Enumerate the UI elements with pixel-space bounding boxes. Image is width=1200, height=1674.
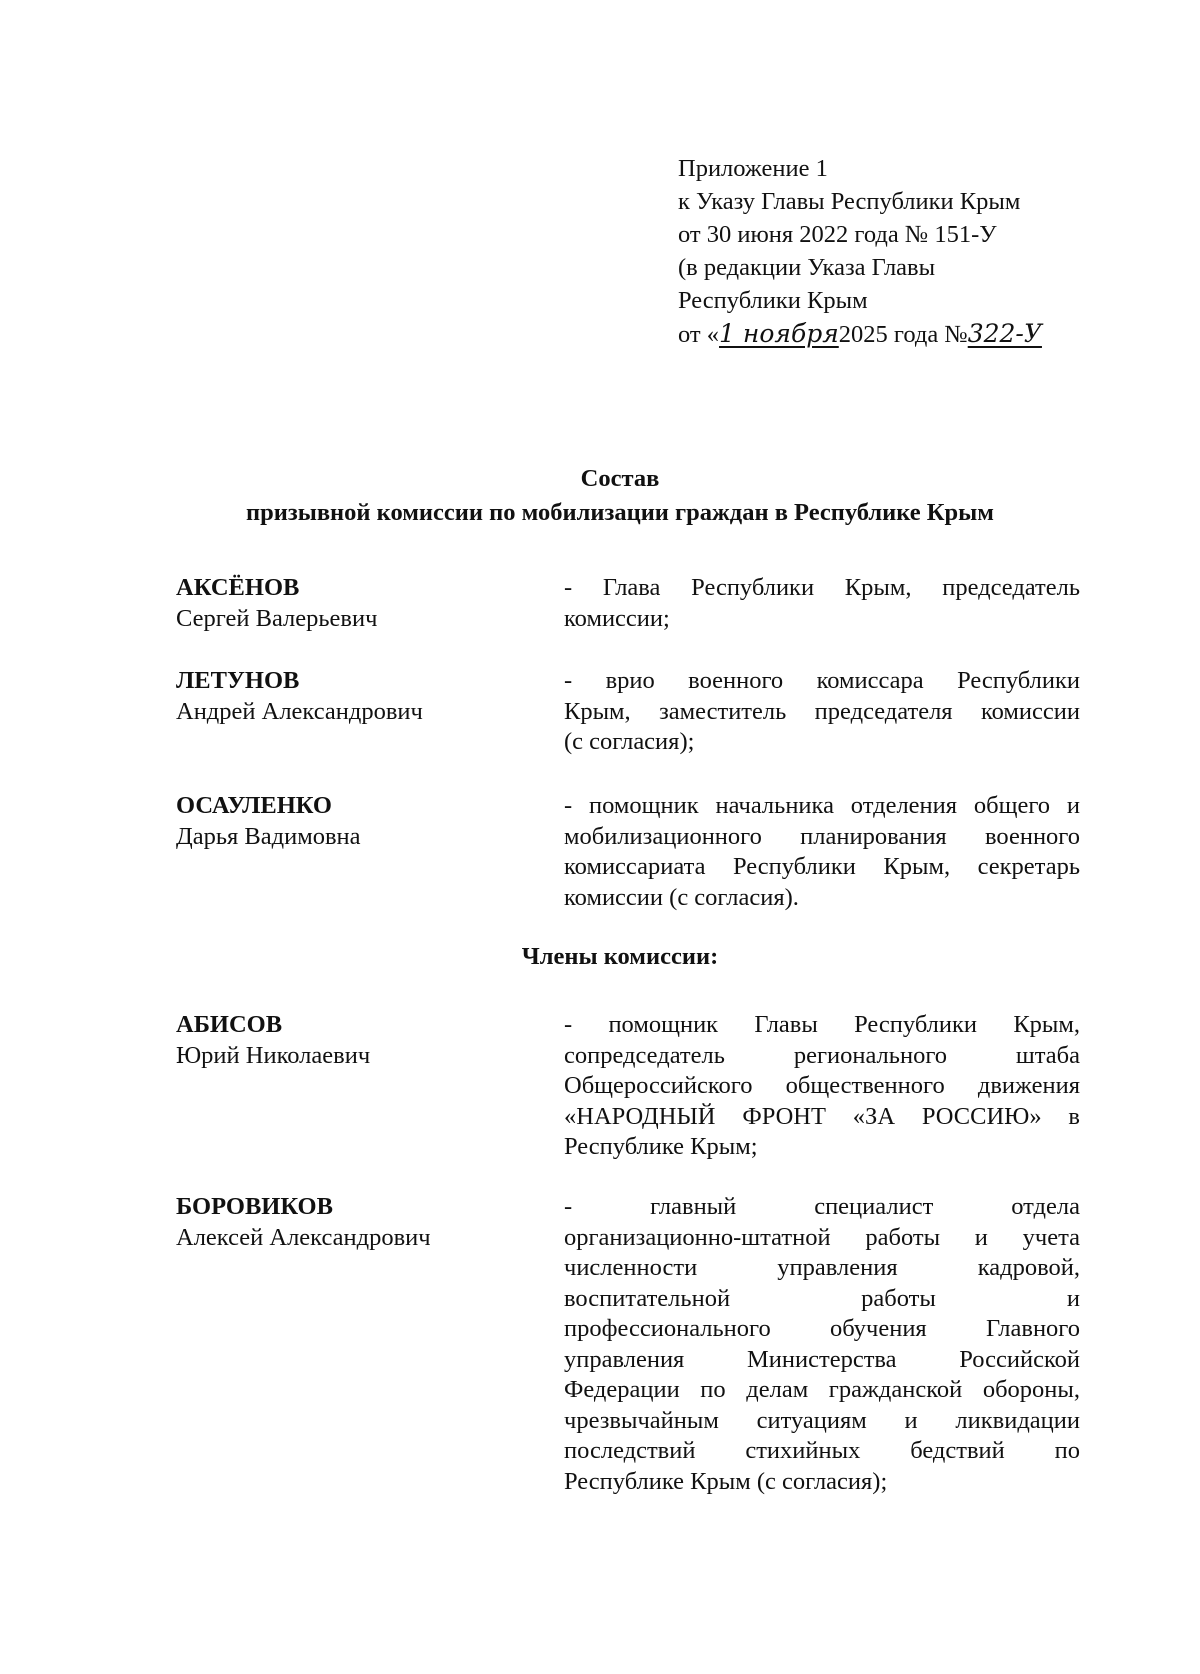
role-line: «НАРОДНЫЙ ФРОНТ «ЗА РОССИЮ» в: [564, 1102, 1080, 1130]
person-name: [176, 1010, 556, 1071]
role-line: - помощник начальника отделения общего и: [564, 792, 1080, 819]
role-line: - помощник Главы Республики Крым,: [564, 1011, 1080, 1038]
handwritten-number: 322-У: [967, 319, 1042, 348]
members-heading: Члены комиссии:: [521, 943, 719, 970]
person-given-name: Юрий Николаевич: [176, 1041, 371, 1069]
role-line: чрезвычайным ситуациям и ликвидации: [564, 1406, 1080, 1434]
role-line: численности управления кадровой,: [564, 1254, 1080, 1281]
role-line: воспитательной работы и: [564, 1284, 1080, 1312]
role-line: последствий стихийных бедствий по: [564, 1437, 1080, 1464]
role-line: - главный специалист отдела: [564, 1193, 1080, 1220]
role-line: - врио военного комиссара Республики: [564, 667, 1080, 694]
title-line: Состав: [580, 465, 660, 492]
role-line: комиссии (с согласия).: [564, 883, 799, 911]
role-line: Республике Крым;: [564, 1133, 758, 1160]
appendix-line: (в редакции Указа Главы: [678, 254, 936, 281]
appendix-line: к Указу Главы Республики Крым: [678, 188, 1021, 215]
document-title: [140, 462, 1100, 530]
person-role: [564, 666, 1080, 758]
appendix-line: от 30 июня 2022 года № 151-У: [678, 221, 997, 248]
person-surname: ОСАУЛЕНКО: [176, 792, 332, 819]
person-role: [564, 1010, 1080, 1163]
person-name: [176, 666, 556, 727]
person-role: [564, 1192, 1080, 1497]
appendix-line: Приложение 1: [678, 155, 828, 182]
role-line: профессионального обучения Главного: [564, 1315, 1080, 1342]
role-line: Общероссийского общественного движения: [564, 1072, 1080, 1099]
title-line: призывной комиссии по мобилизации граждан в Республике Крым: [245, 499, 994, 526]
appendix-edition-prefix: от «: [678, 321, 720, 348]
appendix-edition-year: 2025 года №: [838, 321, 968, 348]
role-line: Федерации по делам гражданской обороны,: [564, 1376, 1080, 1403]
role-line: Крым, заместитель председателя комиссии: [564, 697, 1080, 725]
role-line: мобилизационного планирования военного: [564, 822, 1080, 850]
role-line: Республике Крым (с согласия);: [564, 1467, 888, 1495]
role-line: комиссариата Республики Крым, секретарь: [564, 853, 1080, 880]
person-surname: ЛЕТУНОВ: [176, 667, 300, 694]
person-given-name: Дарья Вадимовна: [176, 822, 361, 850]
person-given-name: Андрей Александрович: [176, 697, 423, 725]
person-surname: АКСЁНОВ: [176, 574, 300, 601]
person-surname: АБИСОВ: [176, 1011, 283, 1038]
person-name: [176, 1192, 556, 1253]
person-name: [176, 573, 556, 634]
role-line: сопредседатель регионального штаба: [564, 1041, 1080, 1069]
person-surname: БОРОВИКОВ: [176, 1193, 333, 1220]
appendix-header: [678, 152, 1148, 351]
person-given-name: Алексей Александрович: [176, 1223, 431, 1251]
person-role: [564, 791, 1080, 913]
person-role: [564, 573, 1080, 634]
role-line: комиссии;: [564, 604, 670, 632]
role-line: организационно-штатной работы и учета: [564, 1223, 1080, 1251]
role-line: управления Министерства Российской: [564, 1345, 1080, 1373]
person-name: [176, 791, 556, 852]
handwritten-date: 1 ноября: [719, 319, 839, 348]
appendix-line: Республики Крым: [678, 287, 868, 314]
person-given-name: Сергей Валерьевич: [176, 604, 378, 632]
appendix-edition-line: [678, 317, 1148, 351]
role-line: (с согласия);: [564, 728, 695, 755]
role-line: - Глава Республики Крым, председатель: [564, 574, 1080, 601]
